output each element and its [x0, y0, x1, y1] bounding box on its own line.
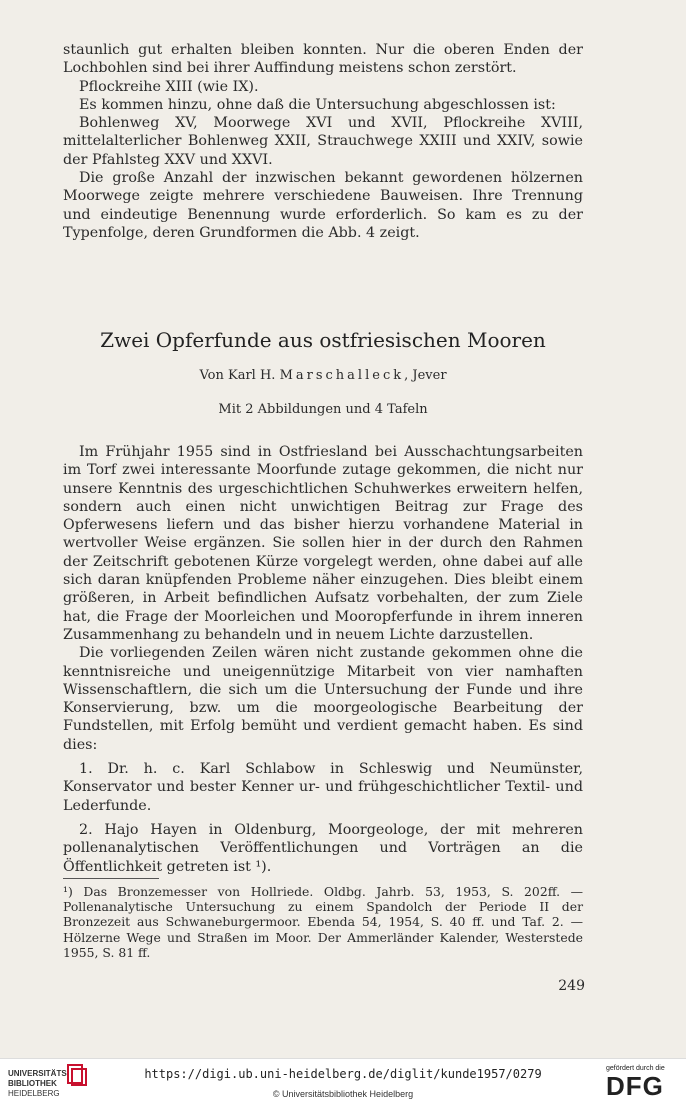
byline-author: Marschalleck: [279, 368, 405, 383]
dfg-funding-text: gefördert durch die: [606, 1065, 665, 1072]
copyright-notice: © Universitätsbibliothek Heidelberg: [272, 1089, 414, 1099]
byline-suffix: , Jever: [404, 368, 447, 383]
body-text-block: [63, 443, 583, 876]
paragraph-pflockreihe: Pflockreihe XIII (wie IX).: [79, 78, 259, 95]
paragraph-additions-intro: Es kommen hinzu, ohne daß die Untersuchung abgeschlossen ist:: [79, 96, 556, 113]
article-subtitle: Mit 2 Abbildungen und 4 Tafeln: [218, 402, 428, 417]
body-list-item-1: 1. Dr. h. c. Karl Schlabow in Schleswig und Neumünster, Konservator und bester Kenner ur- und frühgeschichtlicher Textil- und Lederfunde.: [63, 761, 583, 814]
footnote-divider: [63, 878, 159, 879]
footer-bar: [0, 1058, 686, 1111]
page-number: 249: [558, 978, 585, 994]
dfg-wordmark: DFG: [606, 1071, 664, 1101]
byline-prefix: Von Karl H.: [199, 368, 276, 383]
footnote: ¹) Das Bronzemesser von Hollriede. Oldbg. Jahrb. 53, 1953, S. 202ff. — Pollenanalytische Untersuchung zu einem Spandolch der Periode II der Bronzezeit aus Schwaneburgermoor. Ebenda 54, 1954, S. 40 ff. und Taf. 2. — Hölzerne Wege und Straßen im Moor. Der Ammerländer Kalender, Westerstede 1955, S. 81 ff.: [63, 884, 583, 960]
paragraph-continued: staunlich gut erhalten bleiben konnten. Nur die oberen Enden der Lochbohlen sind bei ihrer Auffindung meistens schon zerstört.: [63, 42, 583, 77]
paragraph-typenfolge: Die große Anzahl der inzwischen bekannt gewordenen hölzernen Moorwege zeigte mehrere verschiedene Bauweisen. Ihre Trennung und eindeutige Benennung wurde erforderlich. So kam es zu der Typenfolge, deren Grundformen die Abb. 4 zeigt.: [63, 170, 583, 241]
body-paragraph-intro: Im Frühjahr 1955 sind in Ostfriesland bei Ausschachtungsarbeiten im Torf zwei interessante Moorfunde zutage gekommen, die nicht nur unsere Kenntnis des urgeschichtlichen Schuhwerkes erweitern helfen, sondern auch einen nicht unwichtigen Beitrag zur Frage des Opferwesens liefern und das bisher hierzu vorhandene Material in wertvoller Weise ergänzen. Sie sollen hier in der durch den Rahmen der Zeitschrift gebotenen Kürze vorgelegt werden, ohne dabei auf alle sich daran knüpfenden Probleme näher einzugehen. Dies bleibt einem größeren, in Arbeit befindlichen Aufsatz vorbehalten, der zum Ziele hat, die Frage der Moorleichen und Mooropferfunde in ihrem inneren Zusammenhang zu behandeln und in neuem Lichte darzustellen.: [63, 444, 583, 643]
top-text-block: [63, 41, 583, 242]
library-emblem-icon: [66, 1063, 88, 1087]
body-paragraph-acknowledgement: Die vorliegenden Zeilen wären nicht zustande gekommen ohne die kenntnisreiche und uneigennützige Mitarbeit von vier namhaften Wissenschaftlern, die sich um die Untersuchung der Funde und ihre Konservierung, bzw. um die moorgeologische Bearbeitung der Fundstellen, mit Erfolg bemüht und verdient gemacht haben. Es sind dies:: [63, 645, 583, 753]
library-line-1: UNIVERSITÄTS-: [8, 1069, 70, 1078]
library-line-2: BIBLIOTHEK: [8, 1079, 57, 1088]
article-title: Zwei Opferfunde aus ostfriesischen Mooren: [100, 328, 546, 352]
library-line-3: HEIDELBERG: [8, 1089, 60, 1098]
article-byline: [63, 368, 583, 383]
body-list-item-2: 2. Hajo Hayen in Oldenburg, Moorgeologe, der mit mehreren pollenanalytischen Veröffentlichungen und Vorträgen an die Öffentlichkeit getreten ist ¹).: [63, 821, 583, 875]
document-url[interactable]: https://digi.ub.uni-heidelberg.de/diglit/kunde1957/0279: [144, 1067, 542, 1081]
dfg-logo[interactable]: [606, 1065, 682, 1099]
paragraph-additions-list: Bohlenweg XV, Moorwege XVI und XVII, Pflockreihe XVIII, mittelalterlicher Bohlenweg XXII, Strauchwege XXIII und XXIV, sowie der Pfahlsteg XXV und XXVI.: [63, 115, 583, 168]
